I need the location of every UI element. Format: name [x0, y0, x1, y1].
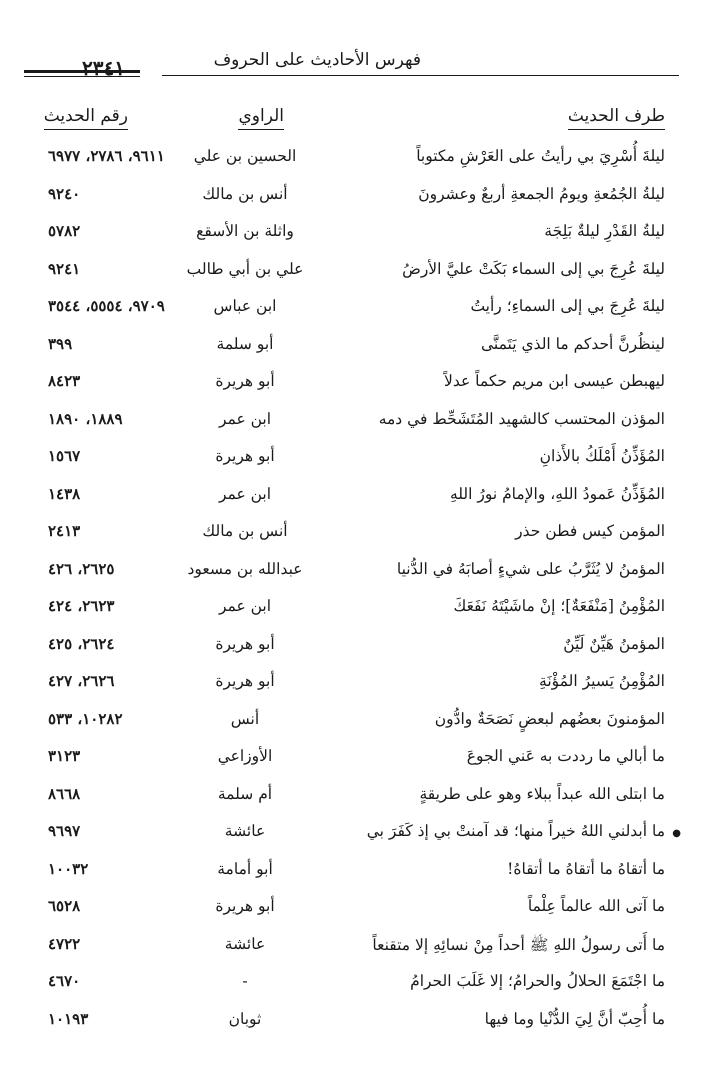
table-row	[0, 403, 703, 441]
hadith-number: ٩٦٩٧	[48, 822, 81, 840]
hadith-text: ليلةُ القَدْرِ ليلةٌ بَلِجَة	[544, 222, 665, 240]
hadith-text: المؤمنونَ بعضُهم لبعضٍ نَصَحَةٌ وادُّون	[434, 709, 665, 728]
table-row	[0, 253, 703, 291]
table-row	[0, 928, 703, 966]
hadith-number: ١٥٦٧	[48, 447, 81, 465]
hadith-number: ٤٦٧٠	[48, 972, 81, 990]
narrator-name: ابن عباس	[213, 297, 277, 315]
column-header-hadith: طرف الحديث	[568, 106, 665, 126]
hadith-number: ٩٧٠٩، ٥٥٥٤، ٣٥٤٤	[48, 297, 165, 315]
narrator-name: عائشة	[224, 822, 266, 840]
hadith-number: ٢٤١٣	[48, 522, 81, 540]
hadith-text: المُؤَذِّنُ عَمودُ اللهِ، والإمامُ نورُ اللهِ	[449, 484, 665, 503]
table-row	[0, 890, 703, 928]
hadith-text: المُؤْمِنُ يَسيرُ المُؤْنَةِ	[539, 672, 665, 690]
hadith-text: ما أبالي ما رددت به عَني الجوعَ	[466, 747, 665, 765]
table-row	[0, 365, 703, 403]
hadith-text: ما اجْتَمَعَ الحلالُ والحرامُ؛ إلا غَلَبَ الحرامُ	[410, 972, 665, 990]
hadith-number: ٥٧٨٢	[48, 222, 81, 240]
hadith-text: المؤذن المحتسب كالشهيد المُتَشَحِّط في دمه	[378, 409, 665, 428]
hadith-text: ليلةُ الجُمُعةِ ويومُ الجمعةِ أربعٌ وعشرونَ	[418, 184, 665, 203]
page-number-rule	[24, 76, 140, 77]
hadith-number: ١٤٣٨	[48, 484, 81, 503]
table-row	[0, 290, 703, 328]
column-headers	[0, 106, 703, 140]
header-rule	[162, 75, 679, 76]
hadith-text: ليلةَ عُرِجَ بي إلى السماء بَكَتْ عليَّ الأرضُ	[402, 259, 665, 278]
hadith-number: ٢٦٢٣، ٤٢٤	[48, 597, 115, 615]
table-row	[0, 478, 703, 516]
narrator-name: عبدالله بن مسعود	[187, 559, 303, 578]
narrator-name: علي بن أبي طالب	[186, 259, 304, 278]
table-row	[0, 778, 703, 816]
hadith-text: ليلةَ أُسْرِيَ بي رأيتُ على العَرْشِ مكتوباً	[416, 147, 665, 165]
page-header	[24, 44, 679, 84]
hadith-text: المؤمنُ هَيِّنٌ لَيِّنٌ	[563, 634, 665, 653]
column-header-number: رقم الحديث	[44, 106, 128, 126]
table-row	[0, 590, 703, 628]
hadith-text: ما أبدلني اللهُ خيراً منها؛ قد آمنتْ بي إذ كَفَرَ بي	[366, 822, 665, 840]
hadith-text: المؤمنُ لا يُثَرَّبُ على شيءٍ أصابَهُ في الدُّنيا	[396, 559, 665, 578]
hadith-number: ٩٦١١، ٢٧٨٦، ٦٩٧٧	[48, 147, 165, 165]
narrator-name: ابن عمر	[218, 409, 272, 428]
table-row	[0, 703, 703, 741]
hadith-number: ٢٦٢٦، ٤٢٧	[48, 672, 115, 690]
hadith-number: ٤٧٢٢	[48, 934, 81, 953]
narrator-name: الأوزاعي	[217, 747, 273, 765]
margin-dot: ●	[672, 828, 681, 839]
index-table	[0, 140, 703, 1040]
narrator-name: ابن عمر	[218, 484, 272, 503]
table-row	[0, 553, 703, 591]
hadith-number: ١٠٠٣٢	[48, 859, 89, 878]
table-row	[0, 178, 703, 216]
table-row	[0, 440, 703, 478]
hadith-number: ٣١٢٣	[48, 747, 81, 765]
table-row	[0, 215, 703, 253]
hadith-number: ١٠٢٨٢، ٥٣٣	[48, 709, 123, 728]
hadith-text: المؤمن كيس فطن حذر	[515, 522, 665, 540]
narrator-name: أبو أمامة	[217, 859, 273, 878]
narrator-name: أبو هريرة	[215, 672, 275, 690]
table-row	[0, 628, 703, 666]
narrator-name: أبو سلمة	[216, 334, 274, 353]
table-row	[0, 1003, 703, 1041]
table-row	[0, 140, 703, 178]
hadith-number: ١٨٨٩، ١٨٩٠	[48, 409, 123, 428]
hadith-number: ٦٥٢٨	[48, 897, 81, 915]
narrator-name: أبو هريرة	[215, 634, 275, 653]
narrator-name: أبو هريرة	[215, 372, 275, 390]
hadith-number: ٢٦٢٥، ٤٢٦	[48, 559, 115, 578]
hadith-number: ٢٦٢٤، ٤٢٥	[48, 634, 115, 653]
hadith-text: ما أَتى رسولُ اللهِ ﷺ أحداً مِنْ نسائِهِ إلا متقنعاً	[372, 935, 665, 954]
hadith-number: ٩٢٤٠	[48, 184, 81, 203]
narrator-name: عائشة	[224, 934, 266, 953]
table-row	[0, 853, 703, 891]
hadith-number: ٨٦٦٨	[48, 784, 81, 803]
narrator-name: أم سلمة	[217, 784, 273, 803]
table-row	[0, 815, 703, 853]
page-header-title: فهرس الأحاديث على الحروف	[213, 50, 421, 70]
page-number-rule	[24, 70, 140, 73]
table-row	[0, 515, 703, 553]
hadith-text: المُؤْمِنُ [مَنْفَعَةٌ]؛ إنْ ماشَيْتَهُ نَفَعَكَ	[453, 597, 665, 615]
table-row	[0, 665, 703, 703]
page-number: ٢٣٤١	[82, 56, 125, 80]
narrator-name: الحسين بن علي	[193, 147, 297, 165]
hadith-text: ما ابتلى الله عبداً ببلاء وهو على طريقةٍ	[419, 784, 665, 803]
hadith-text: لينظُرنَّ أحدكم ما الذي يَتَمنَّى	[480, 334, 665, 353]
hadith-text: ليهبطن عيسى ابن مريم حكماً عدلاً	[444, 372, 665, 390]
narrator-name: ثوبان	[228, 1009, 262, 1028]
narrator-name: أنس بن مالك	[202, 522, 288, 540]
narrator-name: أبو هريرة	[215, 447, 275, 465]
hadith-text: ما أُحِبّ أنَّ لِيَ الدُّنْيا وما فيها	[484, 1009, 665, 1028]
table-row	[0, 965, 703, 1003]
hadith-text: ما أتقاهُ ما أتقاهُ ما أتقاهُ!	[507, 859, 665, 878]
narrator-name: أنس	[230, 709, 260, 728]
table-row	[0, 328, 703, 366]
narrator-name: -	[242, 972, 248, 990]
hadith-number: ٣٩٩	[48, 334, 73, 353]
hadith-number: ٩٢٤١	[48, 259, 81, 278]
narrator-name: أبو هريرة	[215, 897, 275, 915]
hadith-number: ٨٤٢٣	[48, 372, 81, 390]
hadith-text: ما آتى الله عالماً عِلْماً	[527, 897, 665, 915]
hadith-text: المُؤَذِّنُ أَمْلَكُ بالأَذانِ	[539, 447, 665, 465]
narrator-name: واثلة بن الأسقع	[196, 222, 294, 240]
narrator-name: ابن عمر	[218, 597, 272, 615]
hadith-text: ليلةَ عُرِجَ بي إلى السماءِ؛ رأيتُ	[470, 297, 665, 315]
column-header-narrator: الراوي	[238, 106, 284, 126]
narrator-name: أنس بن مالك	[202, 184, 288, 203]
table-row	[0, 740, 703, 778]
hadith-number: ١٠١٩٣	[48, 1009, 89, 1028]
